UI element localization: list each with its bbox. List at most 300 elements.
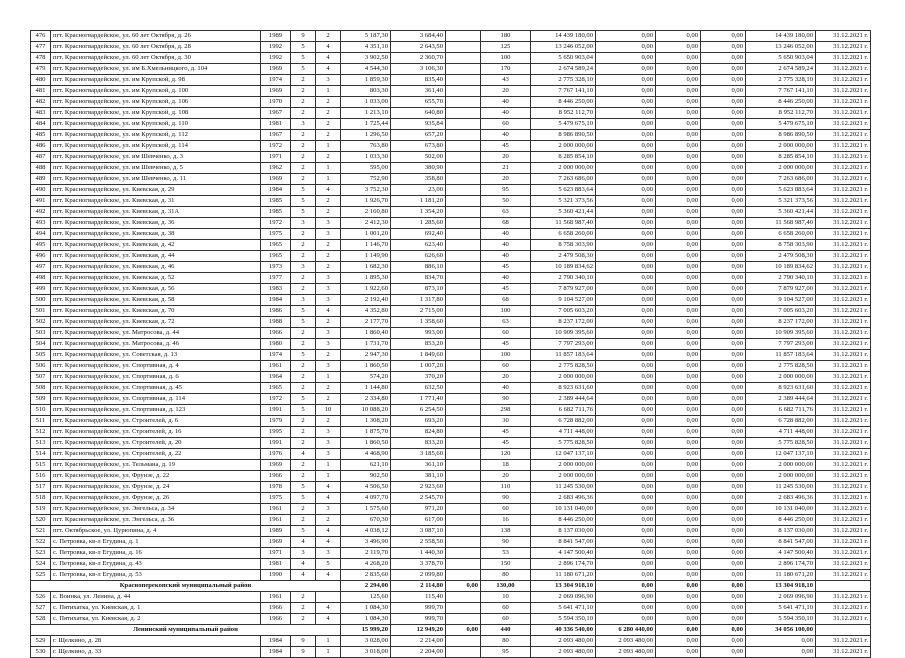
cell-floors: 2 <box>291 416 316 427</box>
cell-num: 517 <box>31 482 51 493</box>
cell-area-other <box>446 53 481 64</box>
cell-area-other <box>446 504 481 515</box>
cell-entrances: 2 <box>316 416 341 427</box>
cell-fund-owners: 0,00 <box>701 537 746 548</box>
cell-area-total: 595,00 <box>341 163 391 174</box>
cell-area-total: 1 575,60 <box>341 504 391 515</box>
cell-fund-owners: 0,00 <box>701 581 746 592</box>
cell-cost-total: 7 005 603,20 <box>746 306 816 317</box>
cell-fund-regional: 0,00 <box>596 75 656 86</box>
cell-area-other <box>446 383 481 394</box>
cell-fund-owners: 0,00 <box>701 460 746 471</box>
cell-cost: 9 104 527,00 <box>531 295 596 306</box>
cell-entrances: 3 <box>316 284 341 295</box>
cell-residents: 138 <box>481 526 531 537</box>
cell-address: пгт. Красногвардейское, ул. им Крупской, д. 106 <box>51 97 261 108</box>
cell-residents: 60 <box>481 119 531 130</box>
cell-area-living: 1 007,20 <box>391 361 446 372</box>
cell-floors: 2 <box>291 427 316 438</box>
table-row <box>31 306 871 317</box>
cell-residents: 40 <box>481 240 531 251</box>
cell-floors: 4 <box>291 570 316 581</box>
cell-area-other <box>446 328 481 339</box>
cell-area-other: 0,00 <box>446 581 481 592</box>
cell-fund-regional: 0,00 <box>596 130 656 141</box>
cell-floors: 2 <box>291 504 316 515</box>
cell-area-other <box>446 218 481 229</box>
cell-fund-owners: 0,00 <box>701 394 746 405</box>
cell-floors: 5 <box>291 317 316 328</box>
cell-area-living: 1 354,20 <box>391 207 446 218</box>
cell-deadline: 31.12.2021 г. <box>816 207 871 218</box>
cell-area-other <box>446 614 481 625</box>
cell-entrances: 4 <box>316 537 341 548</box>
cell-area-total: 1 922,60 <box>341 284 391 295</box>
cell-fund-owners: 0,00 <box>701 372 746 383</box>
cell-cost-total: 34 056 100,00 <box>746 625 816 636</box>
cell-fund-owners: 0,00 <box>701 449 746 460</box>
cell-entrances: 4 <box>316 570 341 581</box>
cell-area-living: 999,70 <box>391 614 446 625</box>
cell-fund-regional: 0,00 <box>596 141 656 152</box>
cell-year: 1965 <box>261 240 291 251</box>
cell-floors: 2 <box>291 284 316 295</box>
table-row <box>31 361 871 372</box>
cell-entrances: 2 <box>316 108 341 119</box>
cell-address: пгт. Красногвардейское, ул. Киевская, д. 36 <box>51 218 261 229</box>
cell-fund-owners: 0,00 <box>701 86 746 97</box>
cell-area-other <box>446 493 481 504</box>
cell-area-other <box>446 130 481 141</box>
cell-cost: 5 623 883,64 <box>531 185 596 196</box>
cell-fund-municipal: 0,00 <box>656 647 701 658</box>
cell-fund-regional: 0,00 <box>596 317 656 328</box>
cell-num: 477 <box>31 42 51 53</box>
cell-area-other <box>446 273 481 284</box>
cell-area-living: 1 358,60 <box>391 317 446 328</box>
cell-area-total: 1 860,40 <box>341 328 391 339</box>
cell-area-total: 4 544,30 <box>341 64 391 75</box>
cell-cost: 5 641 471,10 <box>531 603 596 614</box>
cell-fund-owners: 0,00 <box>701 306 746 317</box>
cell-year: 1984 <box>261 295 291 306</box>
cell-address: пгт. Красногвардейское, ул. Фрунзе, д. 24 <box>51 482 261 493</box>
cell-deadline: 31.12.2021 г. <box>816 284 871 295</box>
cell-entrances: 2 <box>316 207 341 218</box>
cell-area-other <box>446 603 481 614</box>
cell-area-living: 2 545,70 <box>391 493 446 504</box>
cell-fund-owners: 0,00 <box>701 438 746 449</box>
cell-fund-municipal: 0,00 <box>656 537 701 548</box>
cell-year: 1966 <box>261 614 291 625</box>
cell-area-total: 1 149,90 <box>341 251 391 262</box>
cell-area-living: 380,90 <box>391 163 446 174</box>
cell-area-total: 1 725,44 <box>341 119 391 130</box>
cell-area-living: 623,40 <box>391 240 446 251</box>
cell-area-total: 902,50 <box>341 471 391 482</box>
cell-area-other <box>446 548 481 559</box>
cell-cost: 10 131 040,00 <box>531 504 596 515</box>
cell-cost-total: 2 479 508,30 <box>746 251 816 262</box>
cell-area-other <box>446 372 481 383</box>
cell-residents: 60 <box>481 328 531 339</box>
cell-fund-municipal: 0,00 <box>656 295 701 306</box>
cell-entrances: 2 <box>316 515 341 526</box>
cell-year: 1975 <box>261 493 291 504</box>
cell-fund-owners: 0,00 <box>701 229 746 240</box>
cell-floors: 5 <box>291 207 316 218</box>
cell-cost-total: 2 000 000,00 <box>746 471 816 482</box>
cell-fund-owners: 0,00 <box>701 647 746 658</box>
cell-entrances: 1 <box>316 471 341 482</box>
cell-fund-regional: 0,00 <box>596 174 656 185</box>
cell-address: с. Петровка, кв-л Егудина, д. 53 <box>51 570 261 581</box>
cell-area-living: 692,40 <box>391 229 446 240</box>
cell-residents: 40 <box>481 97 531 108</box>
cell-area-living: 502,00 <box>391 152 446 163</box>
table-row <box>31 460 871 471</box>
cell-fund-regional: 0,00 <box>596 218 656 229</box>
cell-cost: 4 147 500,40 <box>531 548 596 559</box>
cell-fund-municipal: 0,00 <box>656 339 701 350</box>
cell-residents: 60 <box>481 504 531 515</box>
cell-deadline: 31.12.2021 г. <box>816 97 871 108</box>
cell-entrances: 2 <box>316 119 341 130</box>
cell-deadline <box>816 625 871 636</box>
cell-cost-total: 7 797 293,00 <box>746 339 816 350</box>
cell-area-living: 999,70 <box>391 603 446 614</box>
cell-num: 528 <box>31 614 51 625</box>
cell-fund-municipal: 0,00 <box>656 350 701 361</box>
cell-entrances: 4 <box>316 614 341 625</box>
cell-fund-regional: 0,00 <box>596 328 656 339</box>
cell-deadline: 31.12.2021 г. <box>816 471 871 482</box>
cell-address: пгт. Красногвардейское, ул. Строителей, д. 22 <box>51 449 261 460</box>
cell-year: 1969 <box>261 174 291 185</box>
cell-year: 1986 <box>261 306 291 317</box>
cell-fund-owners: 0,00 <box>701 130 746 141</box>
cell-floors: 2 <box>291 251 316 262</box>
cell-area-living: 3 378,70 <box>391 559 446 570</box>
cell-residents: 40 <box>481 229 531 240</box>
cell-entrances: 4 <box>316 185 341 196</box>
cell-year: 1981 <box>261 119 291 130</box>
cell-fund-municipal: 0,00 <box>656 185 701 196</box>
cell-address: пгт. Красногвардейское, ул. им Крупской, д. 112 <box>51 130 261 141</box>
cell-cost-total: 8 841 547,00 <box>746 537 816 548</box>
cell-year: 1961 <box>261 504 291 515</box>
cell-deadline: 31.12.2021 г. <box>816 328 871 339</box>
cell-area-living: 673,80 <box>391 141 446 152</box>
cell-fund-regional: 0,00 <box>596 515 656 526</box>
table-row <box>31 647 871 658</box>
cell-fund-municipal: 0,00 <box>656 251 701 262</box>
cell-cost: 5 360 421,44 <box>531 207 596 218</box>
cell-address: г. Щелкино, д. 28 <box>51 636 261 647</box>
cell-residents: 100 <box>481 53 531 64</box>
table-row <box>31 427 871 438</box>
cell-address: пгт. Красногвардейское, ул. им Крупской, д. 100 <box>51 86 261 97</box>
cell-cost: 4 711 448,00 <box>531 427 596 438</box>
cell-cost: 14 439 180,00 <box>531 31 596 42</box>
cell-deadline: 31.12.2021 г. <box>816 64 871 75</box>
cell-area-total: 1 926,70 <box>341 196 391 207</box>
cell-cost-total: 9 104 527,00 <box>746 295 816 306</box>
cell-num: 529 <box>31 636 51 647</box>
cell-num: 511 <box>31 416 51 427</box>
cell-deadline: 31.12.2021 г. <box>816 548 871 559</box>
cell-fund-municipal: 0,00 <box>656 581 701 592</box>
cell-area-total: 2 835,60 <box>341 570 391 581</box>
cell-residents: 60 <box>481 614 531 625</box>
cell-fund-municipal: 0,00 <box>656 119 701 130</box>
cell-entrances: 4 <box>316 526 341 537</box>
cell-area-other <box>446 284 481 295</box>
cell-fund-owners: 0,00 <box>701 482 746 493</box>
cell-residents: 440 <box>481 625 531 636</box>
cell-deadline: 31.12.2021 г. <box>816 394 871 405</box>
cell-area-other <box>446 394 481 405</box>
cell-fund-regional: 0,00 <box>596 449 656 460</box>
cell-fund-owners: 0,00 <box>701 53 746 64</box>
cell-cost-total: 8 285 854,10 <box>746 152 816 163</box>
cell-address: пгт. Красногвардейское, ул. Киевская, д. 31 <box>51 196 261 207</box>
cell-deadline: 31.12.2021 г. <box>816 526 871 537</box>
cell-area-living: 971,20 <box>391 504 446 515</box>
cell-fund-owners: 0,00 <box>701 141 746 152</box>
cell-num: 478 <box>31 53 51 64</box>
cell-fund-municipal: 0,00 <box>656 614 701 625</box>
cell-num: 483 <box>31 108 51 119</box>
cell-area-other <box>446 31 481 42</box>
cell-deadline: 31.12.2021 г. <box>816 339 871 350</box>
cell-cost-total: 8 986 890,50 <box>746 130 816 141</box>
cell-cost: 5 479 675,10 <box>531 119 596 130</box>
cell-floors: 2 <box>291 471 316 482</box>
cell-address: пгт. Красногвардейское, ул. Киевская, д. 58 <box>51 295 261 306</box>
cell-fund-regional: 0,00 <box>596 438 656 449</box>
cell-cost-total: 8 923 631,60 <box>746 383 816 394</box>
cell-cost-total: 6 728 882,00 <box>746 416 816 427</box>
cell-fund-regional: 0,00 <box>596 273 656 284</box>
cell-deadline: 31.12.2021 г. <box>816 317 871 328</box>
cell-area-other <box>446 592 481 603</box>
cell-floors: 5 <box>291 482 316 493</box>
cell-deadline: 31.12.2021 г. <box>816 449 871 460</box>
table-row <box>31 119 871 130</box>
cell-area-living: 2 114,80 <box>391 581 446 592</box>
cell-year: 1992 <box>261 53 291 64</box>
cell-area-total: 763,80 <box>341 141 391 152</box>
cell-area-total: 621,10 <box>341 460 391 471</box>
cell-floors: 5 <box>291 526 316 537</box>
cell-area-total: 3 902,50 <box>341 53 391 64</box>
cell-floors: 3 <box>291 295 316 306</box>
cell-cost-total: 8 758 303,90 <box>746 240 816 251</box>
cell-cost-total: 8 137 030,00 <box>746 526 816 537</box>
cell-address: пгт. Красногвардейское, ул. Киевская, д. 70 <box>51 306 261 317</box>
cell-num: 482 <box>31 97 51 108</box>
cell-entrances: 2 <box>316 262 341 273</box>
table-row <box>31 240 871 251</box>
cell-residents: 68 <box>481 218 531 229</box>
cell-residents: 68 <box>481 295 531 306</box>
cell-area-living: 824,80 <box>391 427 446 438</box>
cell-entrances: 2 <box>316 31 341 42</box>
cell-floors: 3 <box>291 262 316 273</box>
cell-year: 1984 <box>261 647 291 658</box>
cell-fund-municipal: 0,00 <box>656 240 701 251</box>
cell-residents: 90 <box>481 537 531 548</box>
cell-year: 1969 <box>261 537 291 548</box>
table-row <box>31 141 871 152</box>
cell-cost: 8 952 112,70 <box>531 108 596 119</box>
cell-address: пгт. Красногвардейское, ул. 60 лет Октября, д. 30 <box>51 53 261 64</box>
cell-area-total: 670,30 <box>341 515 391 526</box>
cell-area-other <box>446 163 481 174</box>
cell-cost: 13 304 918,10 <box>531 581 596 592</box>
cell-fund-municipal: 0,00 <box>656 383 701 394</box>
cell-residents: 180 <box>481 31 531 42</box>
cell-fund-municipal: 0,00 <box>656 317 701 328</box>
table-row <box>31 152 871 163</box>
cell-entrances: 3 <box>316 449 341 460</box>
table-row <box>31 636 871 647</box>
cell-year: 1967 <box>261 108 291 119</box>
cell-address: пгт. Красногвардейское, ул. Строителей, д. 20 <box>51 438 261 449</box>
cell-area-total: 1 033,30 <box>341 152 391 163</box>
cell-fund-regional: 0,00 <box>596 526 656 537</box>
cell-area-total: 1 895,30 <box>341 273 391 284</box>
cell-year: 1979 <box>261 416 291 427</box>
cell-area-living: 886,10 <box>391 262 446 273</box>
cell-address: пгт. Красногвардейское, ул. Энгельса, д. 34 <box>51 504 261 515</box>
cell-fund-owners: 0,00 <box>701 614 746 625</box>
cell-entrances: 2 <box>316 350 341 361</box>
cell-area-total: 3 028,00 <box>341 636 391 647</box>
cell-area-living: 835,40 <box>391 75 446 86</box>
cell-area-total: 4 506,50 <box>341 482 391 493</box>
cell-fund-regional: 6 280 440,00 <box>596 625 656 636</box>
section-row <box>31 581 871 592</box>
cell-cost-total: 2 896 174,70 <box>746 559 816 570</box>
cell-deadline: 31.12.2021 г. <box>816 240 871 251</box>
cell-fund-owners: 0,00 <box>701 405 746 416</box>
cell-address: с. Воинка, ул. Ленина, д. 44 <box>51 592 261 603</box>
cell-area-living: 361,10 <box>391 460 446 471</box>
cell-floors: 2 <box>291 229 316 240</box>
cell-cost: 7 797 293,00 <box>531 339 596 350</box>
cell-address: пгт. Красногвардейское, ул. Строителей, д. 6 <box>51 416 261 427</box>
cell-fund-municipal: 0,00 <box>656 438 701 449</box>
table-row <box>31 537 871 548</box>
cell-fund-owners: 0,00 <box>701 218 746 229</box>
cell-year: 1969 <box>261 86 291 97</box>
cell-num: 481 <box>31 86 51 97</box>
cell-residents: 21 <box>481 163 531 174</box>
cell-fund-regional: 0,00 <box>596 570 656 581</box>
cell-fund-regional: 0,00 <box>596 42 656 53</box>
cell-cost: 7 005 603,20 <box>531 306 596 317</box>
cell-entrances: 10 <box>316 405 341 416</box>
cell-residents: 20 <box>481 372 531 383</box>
cell-residents: 40 <box>481 383 531 394</box>
cell-entrances: 3 <box>316 361 341 372</box>
cell-deadline: 31.12.2021 г. <box>816 592 871 603</box>
cell-entrances: 3 <box>316 273 341 284</box>
cell-deadline: 31.12.2021 г. <box>816 141 871 152</box>
cell-deadline: 31.12.2021 г. <box>816 603 871 614</box>
cell-entrances: 1 <box>316 141 341 152</box>
cell-cost: 8 446 250,00 <box>531 515 596 526</box>
cell-deadline: 31.12.2021 г. <box>816 31 871 42</box>
cell-floors: 5 <box>291 64 316 75</box>
cell-fund-regional: 0,00 <box>596 548 656 559</box>
cell-num: 516 <box>31 471 51 482</box>
cell-fund-regional: 0,00 <box>596 537 656 548</box>
cell-area-total: 752,90 <box>341 174 391 185</box>
cell-area-total: 2 412,30 <box>341 218 391 229</box>
cell-entrances: 2 <box>316 152 341 163</box>
cell-cost-total: 5 641 471,10 <box>746 603 816 614</box>
cell-cost-total: 2 000 000,00 <box>746 141 816 152</box>
cell-num: 530 <box>31 647 51 658</box>
cell-area-total: 1 001,20 <box>341 229 391 240</box>
cell-deadline: 31.12.2021 г. <box>816 273 871 284</box>
cell-area-total: 1 296,50 <box>341 130 391 141</box>
cell-area-total: 4 352,80 <box>341 306 391 317</box>
table-row <box>31 317 871 328</box>
cell-residents: 40 <box>481 251 531 262</box>
cell-fund-municipal: 0,00 <box>656 229 701 240</box>
cell-floors: 4 <box>291 537 316 548</box>
cell-fund-regional: 0,00 <box>596 482 656 493</box>
cell-deadline: 31.12.2021 г. <box>816 196 871 207</box>
cell-area-living: 693,20 <box>391 416 446 427</box>
cell-deadline: 31.12.2021 г. <box>816 559 871 570</box>
cell-fund-regional: 0,00 <box>596 196 656 207</box>
cell-address: пгт. Красногвардейское, ул. 60 лет Октября, д. 26 <box>51 31 261 42</box>
cell-deadline: 31.12.2021 г. <box>816 86 871 97</box>
table-row <box>31 251 871 262</box>
cell-cost-total: 2 674 589,24 <box>746 64 816 75</box>
cell-cost-total: 4 147 500,40 <box>746 548 816 559</box>
cell-floors: 2 <box>291 460 316 471</box>
table-row <box>31 526 871 537</box>
cell-fund-municipal: 0,00 <box>656 603 701 614</box>
cell-entrances: 1 <box>316 163 341 174</box>
section-title: Красноперекопский муниципальный район <box>31 581 341 592</box>
cell-fund-municipal: 0,00 <box>656 75 701 86</box>
cell-cost: 5 650 903,04 <box>531 53 596 64</box>
cell-cost: 8 237 172,00 <box>531 317 596 328</box>
cell-residents: 45 <box>481 339 531 350</box>
cell-entrances: 3 <box>316 339 341 350</box>
cell-cost-total: 0,00 <box>746 636 816 647</box>
cell-num: 520 <box>31 515 51 526</box>
cell-area-other <box>446 86 481 97</box>
cell-fund-owners: 0,00 <box>701 196 746 207</box>
cell-floors: 5 <box>291 405 316 416</box>
cell-fund-regional: 0,00 <box>596 394 656 405</box>
cell-num: 524 <box>31 559 51 570</box>
cell-deadline: 31.12.2021 г. <box>816 350 871 361</box>
cell-cost-total: 10 189 834,62 <box>746 262 816 273</box>
cell-area-living: 833,20 <box>391 438 446 449</box>
cell-area-other <box>446 240 481 251</box>
cell-deadline: 31.12.2021 г. <box>816 229 871 240</box>
cell-cost-total: 5 775 828,50 <box>746 438 816 449</box>
